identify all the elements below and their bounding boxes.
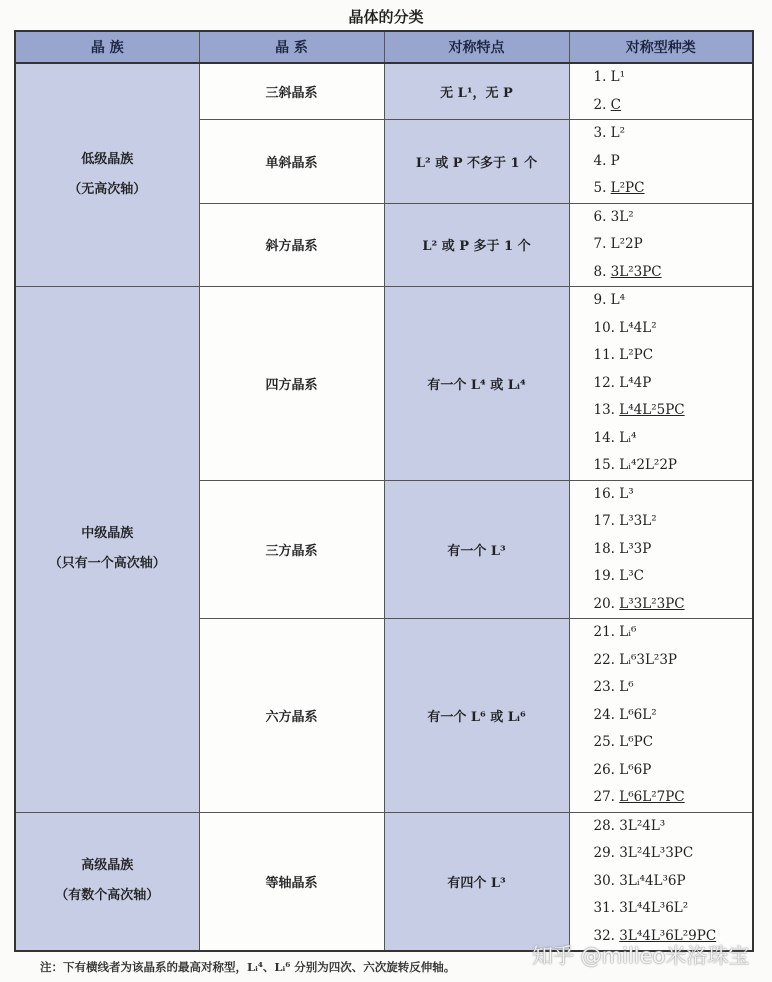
- item-formula: L³3L²: [619, 513, 657, 529]
- item-number: 11.: [593, 347, 620, 363]
- item-formula: 3L²: [610, 208, 634, 225]
- item-formula: L⁶6L²7PC: [619, 789, 685, 805]
- item-number: 18.: [593, 540, 620, 557]
- item-formula: L³C: [619, 568, 644, 584]
- item-number: 3.: [593, 125, 611, 141]
- item-formula: Lᵢ⁴: [619, 429, 637, 446]
- symmetry-type-item: [594, 647, 753, 675]
- item-number: 20.: [593, 595, 620, 612]
- crystal-system-cell: 六方晶系: [199, 619, 384, 813]
- item-formula: L⁶: [619, 679, 634, 695]
- family-name: 高级晶族: [81, 858, 134, 874]
- item-formula: L³3P: [619, 540, 652, 557]
- symmetry-feature-cell: L² 或 P 不多于 1 个: [384, 120, 569, 204]
- symmetry-type-item: [594, 784, 753, 812]
- item-number: 15.: [593, 457, 620, 473]
- item-formula: L¹: [610, 69, 626, 85]
- item-number: 2.: [593, 96, 611, 113]
- family-note: （有数个高次轴）: [55, 888, 160, 904]
- symmetry-type-item: [594, 92, 753, 120]
- watermark: 知乎 @milleo米洛珠宝: [532, 944, 750, 968]
- symmetry-feature-cell: 有一个 L⁴ 或 Lᵢ⁴: [384, 287, 569, 481]
- family-note: （只有一个高次轴）: [48, 556, 166, 572]
- item-formula: L⁴4L²: [619, 319, 657, 336]
- symmetry-type-item: [594, 148, 753, 176]
- table-title: 晶体的分类: [348, 8, 424, 26]
- header-family: 晶 族: [15, 31, 199, 63]
- item-formula: L⁶6P: [619, 761, 652, 778]
- symmetry-type-item: [594, 231, 753, 259]
- symmetry-type-item: [594, 452, 753, 480]
- symmetry-type-item: [594, 868, 753, 896]
- symmetry-type-item: [594, 287, 753, 315]
- symmetry-types-cell: [569, 812, 753, 951]
- item-number: 32.: [593, 927, 620, 944]
- item-formula: 3L²4L³3PC: [619, 845, 694, 861]
- symmetry-feature-cell: 无 L¹，无 P: [384, 63, 569, 120]
- symmetry-type-item: [594, 702, 753, 730]
- item-number: 21.: [593, 624, 620, 640]
- symmetry-type-item: [594, 425, 753, 453]
- crystal-system-cell: 等轴晶系: [199, 812, 384, 951]
- item-formula: 3L⁴4L³6L²: [619, 900, 689, 916]
- symmetry-type-item: [594, 619, 753, 647]
- item-number: 8.: [593, 263, 611, 280]
- symmetry-type-item: [594, 674, 753, 702]
- symmetry-feature-cell: 有四个 L³: [384, 812, 569, 951]
- symmetry-types-cell: [569, 120, 753, 204]
- crystal-system-cell: 三斜晶系: [199, 63, 384, 120]
- item-number: 12.: [593, 374, 620, 391]
- symmetry-type-item: [594, 729, 753, 757]
- item-formula: 3L²4L³: [619, 817, 666, 834]
- item-formula: Lᵢ⁶3L²3P: [619, 651, 677, 668]
- item-number: 23.: [593, 679, 620, 695]
- footnote: 注：下有横线者为该晶系的最高对称型，Lᵢ⁴、Lᵢ⁶ 分别为四次、六次旋转反伸轴。: [40, 960, 456, 974]
- symmetry-type-item: [594, 64, 753, 92]
- family-note: （无高次轴）: [68, 182, 147, 197]
- crystal-family-cell: [15, 287, 199, 813]
- crystal-system-cell: 四方晶系: [199, 287, 384, 481]
- item-number: 9.: [593, 292, 611, 308]
- item-number: 22.: [593, 651, 620, 668]
- symmetry-type-item: [594, 120, 753, 148]
- symmetry-type-item: [594, 175, 753, 203]
- item-formula: Lᵢ⁴2L²2P: [619, 457, 677, 473]
- symmetry-feature-cell: L² 或 P 多于 1 个: [384, 203, 569, 287]
- item-formula: L²: [610, 125, 626, 141]
- item-formula: Lᵢ⁶: [619, 624, 637, 640]
- crystal-system-cell: 斜方晶系: [199, 203, 384, 287]
- symmetry-type-item: [594, 397, 753, 425]
- item-number: 5.: [593, 180, 611, 196]
- item-formula: L²PC: [610, 180, 645, 196]
- item-number: 10.: [593, 319, 620, 336]
- symmetry-types-cell: [569, 203, 753, 287]
- item-formula: L³: [619, 485, 634, 502]
- header-row: [15, 31, 753, 63]
- item-formula: 3L²3PC: [610, 263, 662, 280]
- item-formula: L⁴4L²5PC: [619, 402, 685, 418]
- item-formula: C: [610, 96, 622, 113]
- symmetry-type-item: [594, 259, 753, 287]
- symmetry-type-item: [594, 591, 753, 619]
- item-formula: L²2P: [610, 236, 643, 252]
- symmetry-type-item: [594, 204, 753, 232]
- item-number: 29.: [593, 845, 620, 861]
- symmetry-type-item: [594, 895, 753, 923]
- item-formula: L³3L²3PC: [619, 595, 685, 612]
- item-formula: L⁶6L²: [619, 706, 657, 723]
- item-number: 16.: [593, 485, 620, 502]
- item-formula: 3L⁴4L³6L²9PC: [619, 927, 717, 944]
- item-number: 7.: [593, 236, 611, 252]
- item-number: 31.: [593, 900, 620, 916]
- item-number: 25.: [593, 734, 620, 750]
- symmetry-type-item: [594, 536, 753, 564]
- family-name: 低级晶族: [81, 152, 134, 167]
- item-number: 6.: [593, 208, 611, 225]
- symmetry-type-item: [594, 342, 753, 370]
- item-number: 30.: [593, 872, 620, 889]
- symmetry-feature-cell: 有一个 L³: [384, 480, 569, 619]
- crystal-family-cell: [15, 63, 199, 287]
- symmetry-type-item: [594, 840, 753, 868]
- item-number: 14.: [593, 429, 620, 446]
- item-formula: L⁴4P: [619, 374, 652, 391]
- symmetry-types-cell: [569, 619, 753, 813]
- symmetry-type-item: [594, 813, 753, 841]
- table-row: [15, 812, 753, 951]
- symmetry-feature-cell: 有一个 L⁶ 或 Lᵢ⁶: [384, 619, 569, 813]
- item-formula: L⁶PC: [619, 734, 654, 750]
- symmetry-type-item: [594, 315, 753, 343]
- table-row: [15, 63, 753, 120]
- crystal-family-cell: [15, 812, 199, 951]
- header-types: 对称型种类: [569, 31, 753, 63]
- item-number: 17.: [593, 513, 620, 529]
- symmetry-type-item: [594, 508, 753, 536]
- item-formula: L²PC: [619, 347, 654, 363]
- symmetry-types-cell: [569, 287, 753, 481]
- item-number: 26.: [593, 761, 620, 778]
- item-number: 28.: [593, 817, 620, 834]
- header-feature: 对称特点: [384, 31, 569, 63]
- crystal-system-cell: 单斜晶系: [199, 120, 384, 204]
- table-row: [15, 287, 753, 481]
- symmetry-type-item: [594, 370, 753, 398]
- item-formula: L⁴: [610, 292, 626, 308]
- item-number: 27.: [593, 789, 620, 805]
- symmetry-type-item: [594, 757, 753, 785]
- symmetry-types-cell: [569, 63, 753, 120]
- symmetry-types-cell: [569, 480, 753, 619]
- item-number: 4.: [593, 152, 611, 169]
- symmetry-type-item: [594, 481, 753, 509]
- item-number: 13.: [593, 402, 620, 418]
- item-number: 24.: [593, 706, 620, 723]
- symmetry-type-item: [594, 563, 753, 591]
- item-number: 19.: [593, 568, 620, 584]
- crystal-system-cell: 三方晶系: [199, 480, 384, 619]
- item-number: 1.: [593, 69, 611, 85]
- header-system: 晶 系: [199, 31, 384, 63]
- family-name: 中级晶族: [81, 526, 134, 542]
- item-formula: P: [610, 152, 620, 169]
- item-formula: 3Lᵢ⁴4L³6P: [619, 872, 686, 889]
- crystal-classification-table: [14, 30, 754, 952]
